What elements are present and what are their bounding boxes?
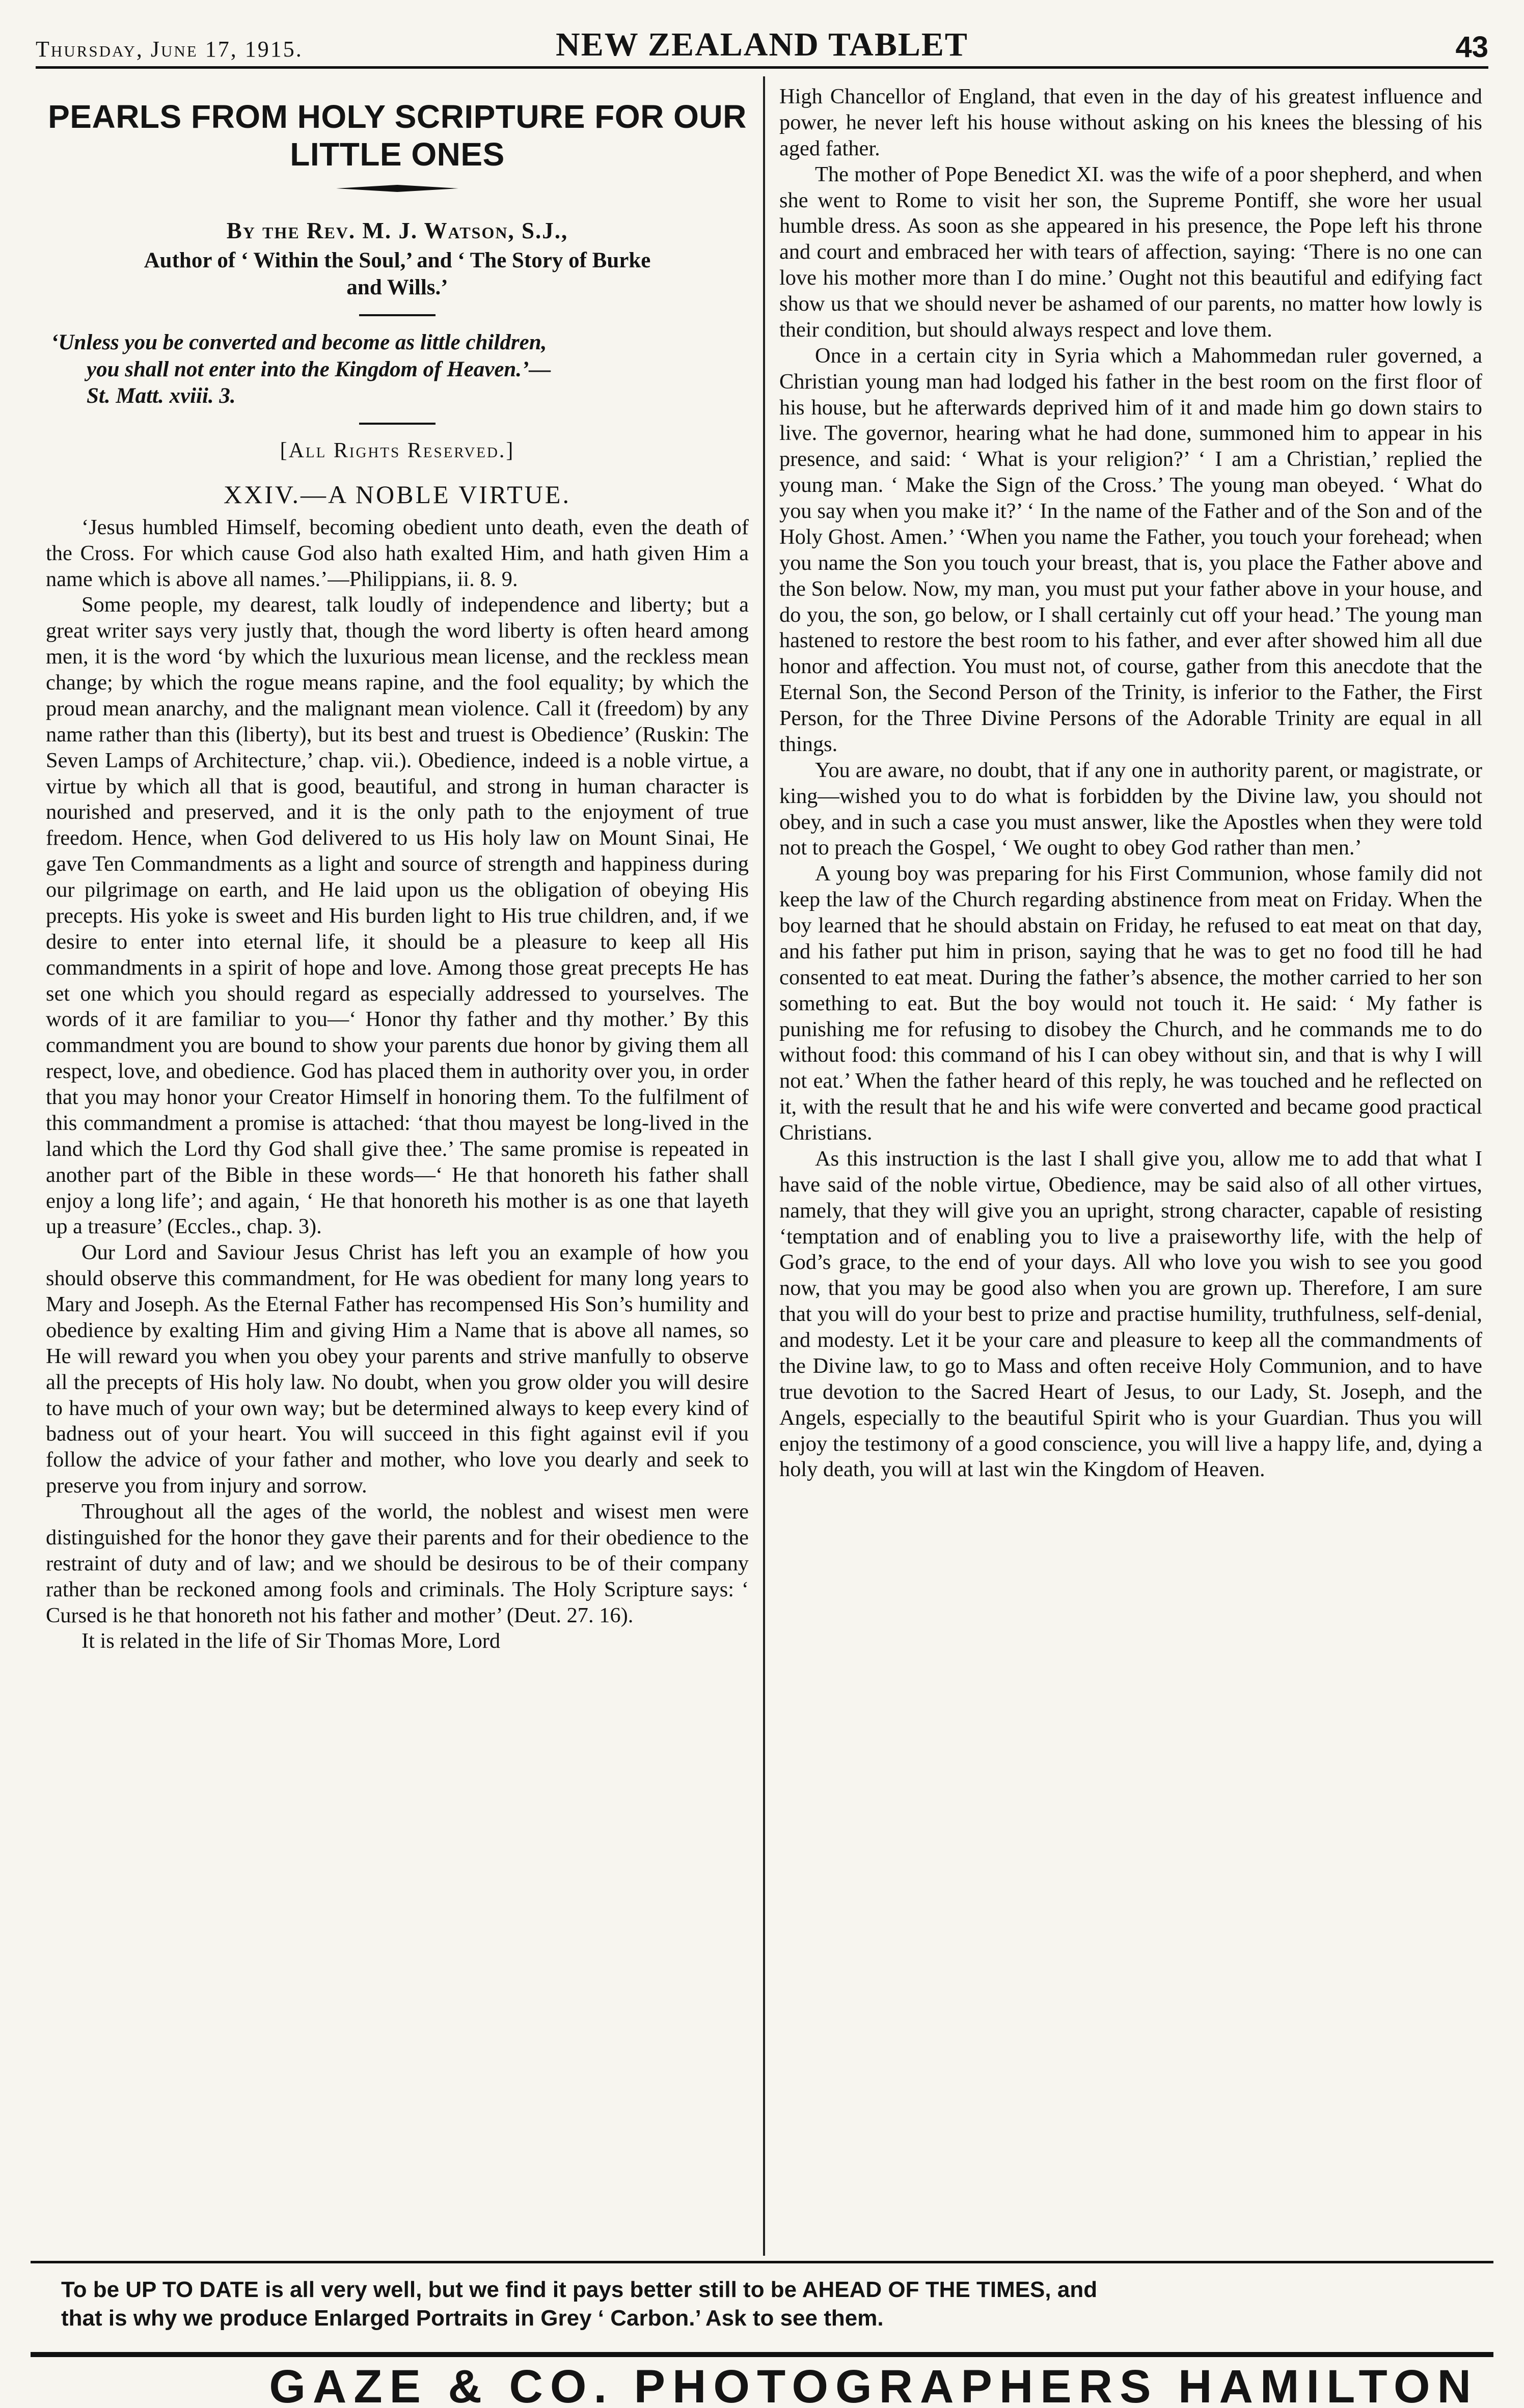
paragraph: Some people, my dearest, talk loudly of independence and liberty; but a great writer says very justly that, though the word liberty is often heard among men, it is the word ‘by which the luxurious mean license, and the reckless mean change; by which the rogue means rapine, and the fool equality; by which the proud mean anarchy, and the malignant mean violence. Call it (freedom) by any name rather than this (liberty), but its best and truest is Obedience’ (Ruskin: The Seven Lamps of Architecture,’ chap. vii.). Obedience, indeed is a noble virtue, a virtue by which all that is good, beautiful, and strong in human character is nourished and preserved, and it is the only path to the enjoyment of true freedom. Hence, when God delivered to us His holy law on Mount Sinai, He gave Ten Commandments as a light and source of strength and happiness during our pilgrimage on earth, and He laid upon us the obligation of obeying His precepts. His yoke is sweet and His burden light to His true children, and, if we desire to enter into eternal life, it should be a pleasure to keep all His commandments in a spirit of hope and love. Among those great precepts He has set one which you should regard as especially addressed to yourselves. The words of it are familiar to you—‘ Honor thy father and thy mother.’ By this commandment you are bound to show your parents due honor by giving them all respect, love, and obedience. God has placed them in authority over you, in order that you may honor your Creator Himself in honoring them. To the fulfilment of this commandment a promise is attached: ‘that thou mayest be long-lived in the land which the Lord thy God shall give thee.’ The same promise is repeated in another part of the Bible in these words—‘ He that honoreth his father shall enjoy a long life’; and again, ‘ He that honoreth his mother is as one that layeth up a treasure’ (Eccles., chap. 3). bbox=[46, 593, 749, 1239]
paragraph: Once in a certain city in Syria which a Mahommedan ruler governed, a Christian young man had lodged his father in the best room on the first floor of his house, but he afterwards deprived him of it and made him go down stairs to live. The governor, hearing what he had done, summoned him to appear in his presence, and said: ‘ What is your religion?’ ‘ I am a Christian,’ replied the young man. ‘ Make the Sign of the Cross.’ The young man obeyed. ‘ What do you say when you make it?’ ‘ In the name of the Father and of the Son and of the Holy Ghost. Amen.’ ‘When you name the Father, you touch your forehead; when you name the Son you touch your breast, that is, you place the Father above and the Son below. Now, my man, you must put your father above in your house, and do you, the son, go below, or I shall certainly cut off your head.’ The young man hastened to restore the best room to his father, and ever after showed him all due honor and affection. You must not, of course, gather from this anecdote that the Eternal Son, the Second Person of the Trinity, is inferior to the Father, the First Person, for the Three Divine Persons of the Adorable Trinity are equal in all things. bbox=[779, 343, 1482, 756]
paragraph: ‘Jesus humbled Himself, becoming obedient unto death, even the death of the Cross. For which cause God also hath exalted Him, and hath given Him a name which is above all names.’—Philippians, ii. 8. 9. bbox=[46, 515, 749, 591]
epigraph-reference: St. Matt. xviii. 3. bbox=[87, 384, 236, 408]
divider-rule bbox=[359, 423, 436, 425]
paragraph: It is related in the life of Sir Thomas More, Lord bbox=[81, 1629, 501, 1653]
column-divider bbox=[763, 76, 765, 2256]
rights-notice: [All Rights Reserved.] bbox=[280, 439, 515, 463]
epigraph-line-2: you shall not enter into the Kingdom of Heaven.’— bbox=[87, 357, 551, 381]
ornamental-rule bbox=[46, 183, 749, 193]
author-credits-line-2: and Wills.’ bbox=[346, 275, 448, 299]
issue-date: Thursday, June 17, 1915. bbox=[36, 37, 303, 62]
advertisement-line-1: To be UP TO DATE is all very well, but we find it pays better still to be AHEAD OF THE TIMES, and bbox=[61, 2277, 1098, 2302]
paragraph: The mother of Pope Benedict XI. was the wife of a poor shepherd, and when she went to Rome to visit her son, the Supreme Pontiff, she wore her usual humble dress. As soon as she appeared in his presence, the Pope left his throne and court and embraced her with tears of affection, saying: ‘There is no one can love his mother more than I do mine.’ Ought not this beautiful and edifying fact show us that we should never be ashamed of our parents, no matter how lowly is their condition, but should always respect and love them. bbox=[779, 162, 1482, 342]
page-number: 43 bbox=[1455, 31, 1488, 64]
advertiser-name: GAZE & CO. PHOTOGRAPHERS HAMILTON bbox=[269, 2361, 1478, 2408]
author-credits-line-1: Author of ‘ Within the Soul,’ and ‘ The Story of Burke bbox=[144, 248, 651, 273]
advertisement-line-2: that is why we produce Enlarged Portraits in Grey ‘ Carbon.’ Ask to see them. bbox=[61, 2306, 884, 2331]
newspaper-title: NEW ZEALAND TABLET bbox=[556, 26, 968, 63]
left-column bbox=[46, 84, 749, 2251]
paragraph: Our Lord and Saviour Jesus Christ has left you an example of how you should observe this commandment, for He was obedient for many long years to Mary and Joseph. As the Eternal Father has recompensed His Son’s humility and obedience by exalting Him and giving Him a Name that is above all names, so He will reward you when you obey your parents and strive manfully to observe all the precepts of His holy law. No doubt, when you grow older you will desire to have much of your own way; but be determined always to keep every kind of badness out of your heart. You will succeed in this fight against evil if you follow the advice of your father and mother, who love you dearly and seek to preserve you from injury and sorrow. bbox=[46, 1240, 749, 1498]
article-title bbox=[46, 98, 749, 173]
author-credits bbox=[46, 247, 749, 301]
paragraph: Throughout all the ages of the world, the noblest and wisest men were distinguished for the honor they gave their parents and for their obedience to the restraint of duty and of law; and we should be desirous to be of their company rather than be reckoned among fools and criminals. The Holy Scripture says: ‘ Cursed is he that honoreth not his father and mother’ (Deut. 27. 16). bbox=[46, 1500, 749, 1627]
divider-rule bbox=[359, 314, 436, 316]
running-header bbox=[36, 20, 1488, 69]
advertisement bbox=[31, 2261, 1493, 2408]
right-column bbox=[779, 84, 1482, 2251]
paragraph: As this instruction is the last I shall give you, allow me to add that what I have said of the noble virtue, Obedience, may be said also of all other virtues, namely, that they will give you an upright, strong character, capable of resisting ‘temptation and of enabling you to live a praiseworthy life, with the help of God’s grace, to the end of your days. All who love you wish to see you good now, that you may be good also when you are grown up. Therefore, I am sure that you will do your best to prize and practise humility, truthfulness, self-denial, and modesty. Let it be your care and pleasure to keep all the commandments of the Divine law, to go to Mass and often receive Holy Communion, and to have true devotion to the Sacred Heart of Jesus, to our Lady, St. Joseph, and the Angels, especially to the beautiful Spirit who is your Guardian. Thus you will enjoy the testimony of a good conscience, you will live a happy life, and, dying a holy death, you will at last win the Kingdom of Heaven. bbox=[779, 1146, 1482, 1482]
advertiser-banner bbox=[31, 2352, 1493, 2408]
epigraph bbox=[46, 329, 749, 409]
article-title-line-2: LITTLE ONES bbox=[290, 135, 505, 173]
article-title-line-1: PEARLS FROM HOLY SCRIPTURE FOR OUR bbox=[48, 98, 747, 135]
ornament-icon bbox=[336, 183, 458, 193]
byline: By the Rev. M. J. Watson, S.J., bbox=[226, 218, 568, 244]
paragraph: You are aware, no doubt, that if any one in authority parent, or magistrate, or king—wished you to do what is forbidden by the Divine law, you should not obey, and in such a case you must answer, like the Apostles when they were told not to preach the Gospel, ‘ We ought to obey God rather than men.’ bbox=[779, 758, 1482, 860]
epigraph-line-1: ‘Unless you be converted and become as little children, bbox=[51, 330, 547, 355]
chapter-heading: XXIV.—A NOBLE VIRTUE. bbox=[224, 480, 571, 509]
paragraph: A young boy was preparing for his First Communion, whose family did not keep the law of the Church regarding abstinence from meat on Friday. When the boy learned that he should abstain on Friday, he refused to eat meat on that day, and his father put him in prison, saying that he was to get no food till he had consented to eat meat. During the father’s absence, the mother carried to her son something to eat. But the boy would not touch it. He said: ‘ My father is punishing me for refusing to disobey the Church, and he commands me to do without food: this command of his I can obey without sin, and that is why I will not eat.’ When the father heard of this reply, he was touched and he reflected on it, with the result that he and his wife were converted and became good practical Christians. bbox=[779, 862, 1482, 1145]
paragraph-continued: High Chancellor of England, that even in the day of his greatest influence and power, he never left his house without asking on his knees the blessing of his aged father. bbox=[779, 85, 1482, 160]
advertisement-text bbox=[61, 2276, 1478, 2333]
